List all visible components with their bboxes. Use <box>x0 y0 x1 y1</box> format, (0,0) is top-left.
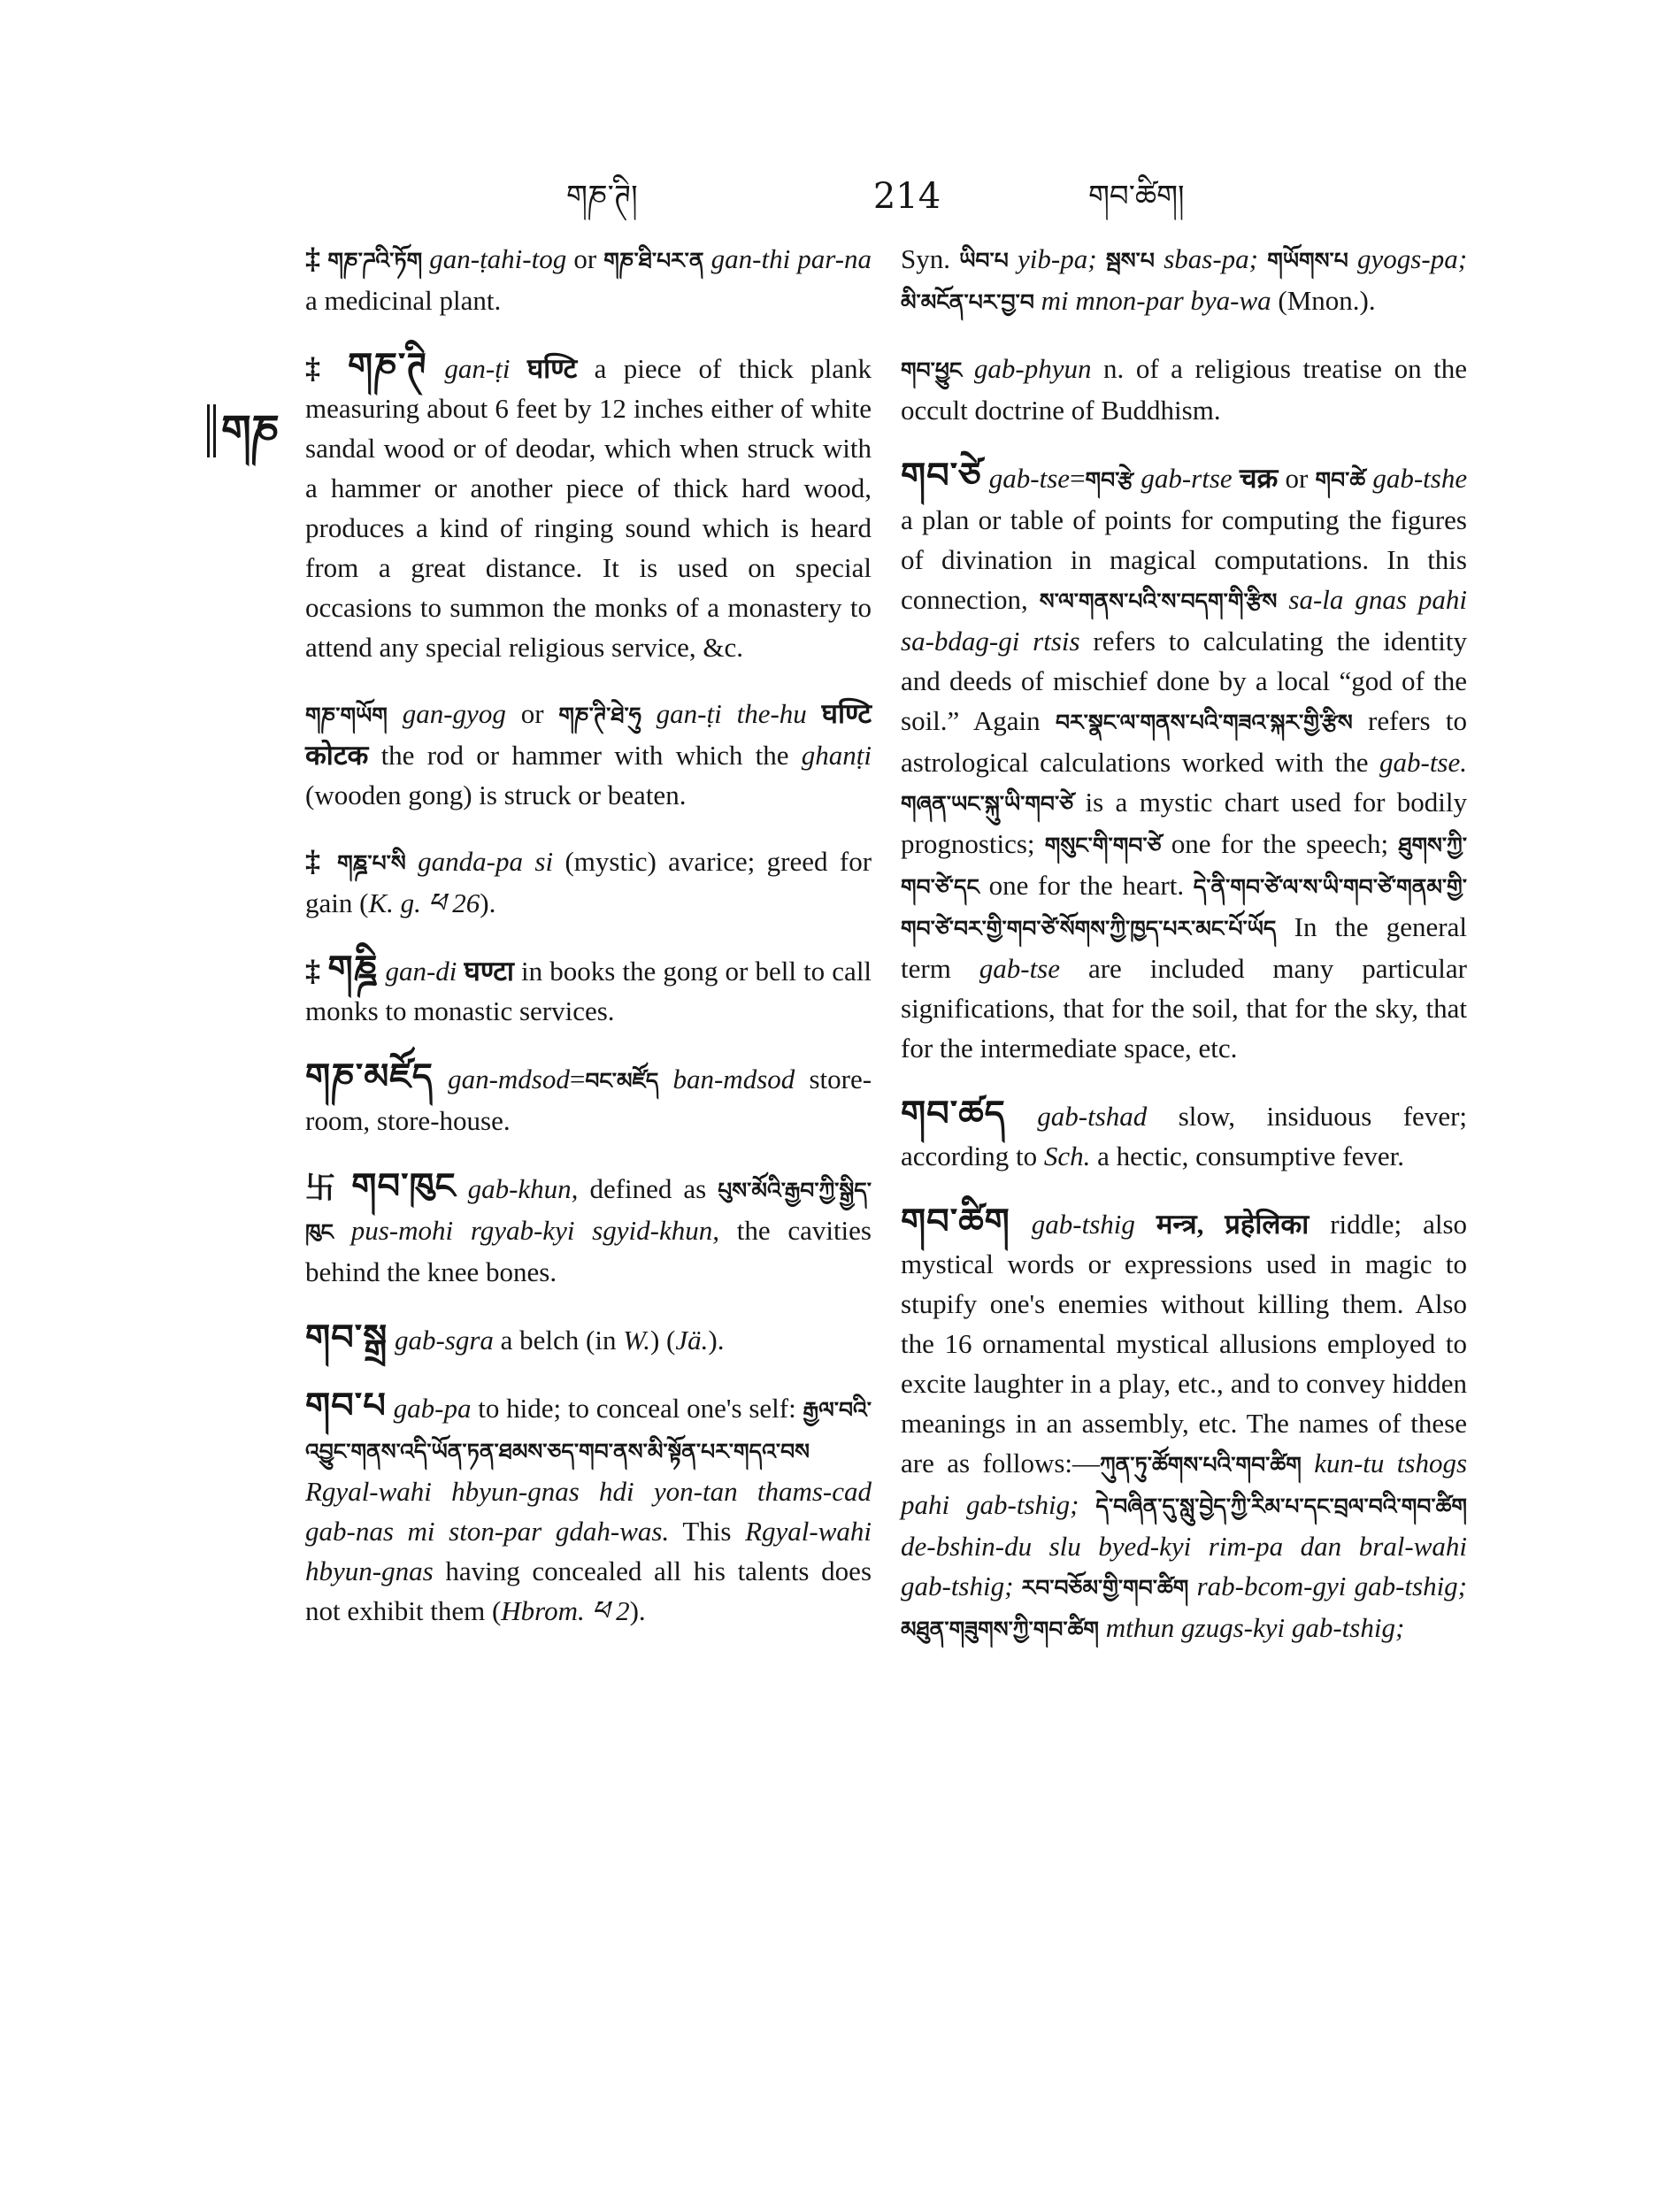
headword: གབ་ཚད <box>901 1094 1006 1134</box>
running-head-right: གབ་ཚིག། <box>1088 179 1185 214</box>
entry-gab-khun: 卐 གབ་ཁུང gab-khun, defined as པུས་མོའི་རྒྱབ་ཀྱི་སྒྱིད་ཁུང pus-mohi rgyab-kyi sgyid-khun, the cavities behind the knee bones. <box>305 1166 872 1287</box>
entry-gan-di: ‡ གཎྜི gan-di घण्टा in books the gong or bell to call monks to monastic services. <box>305 949 872 1026</box>
entry-gab-tshad: གབ་ཚད gab-tshad slow, insiduous fever; according to Sch. a hectic, consumptive fever. <box>901 1094 1468 1171</box>
entry-gan-ti: ‡ གཎ་ཊི gan-ṭi घण्टि a piece of thick plank measuring about 6 feet by 12 inches either of white sandal wood or of deodar, which when struck with a hammer or another piece of thick hard wood, produces a kind of ringing sound which is heard from a great distance. It is used on special occasions to summon the monks of a monastery to attend any special religious service, &c. <box>305 346 872 663</box>
headword: གབ་ཚིག <box>901 1202 1010 1242</box>
left-column <box>305 239 872 1657</box>
page-number: 214 <box>872 176 941 217</box>
running-head-left: གཎ་ཊི། <box>566 179 638 214</box>
entry-gab-pa: གབ་པ gab-pa to hide; to conceal one's self: རྒྱལ་བའི་འབྱུང་གནས་འདི་ཡོན་ཏན་ཐམས་ཅད་གབ་ནས་མི་སྟོན་པར་གདའ་བས Rgyal-wahi hbyun-gnas hdi yon-tan thams-cad gab-nas mi ston-par gdah-was. This Rgyal-wahi hbyun-gnas having concealed all his talents does not exhibit them (Hbrom. ཕ 2). <box>305 1386 872 1626</box>
entry-gan-tahi-tog: ‡ གཎ་ཌའི་ཏོག gan-ṭahi-tog or གཎ་ཐི་པར་ན gan-thi par-na a medicinal plant. <box>305 242 872 316</box>
entry-gab-tse: གབ་ཙེ gab-tse=གབ་རྩེ gab-rtse चक्र or གབ་ཚེ gab-tshe a plan or table of points for computing the figures of divination in magical computations. In this connection, ས་ལ་གནས་པའི་ས་བདག་གི་རྩིས sa-la gnas pahi sa-bdag-gi rtsis refers to calculating the identity and deeds of mischief done by a local “god of the soil.” Again བར་སྣང་ལ་གནས་པའི་གཟའ་སྐར་གྱི་རྩིས refers to astrological calculations worked with the gab-tse. གཞན་ཡང་སྐུ་ཡི་གབ་ཙེ is a mystic chart used for bodily prognostics; གསུང་གི་གབ་ཙེ one for the speech; ཐུགས་ཀྱི་གབ་ཙེ་དང one for the heart. དེ་ནི་གབ་ཙེ་ལ་ས་ཡི་གབ་ཙེ་གནམ་གྱི་གབ་ཙེ་བར་གྱི་གབ་ཙེ་སོགས་ཀྱི་ཁྱད་པར་མང་པོ་ཡོད In the general term gab-tse are included many particular significations, that for the soil, that for the sky, that for the intermediate space, etc. <box>901 456 1468 1064</box>
entry-syn: Syn. ཡིབ་པ yib-pa; སྦས་པ sbas-pa; གཡོགས་པ gyogs-pa; མི་མངོན་པར་བྱ་བ mi mnon-par bya-wa (Mnon.). <box>901 243 1468 316</box>
headword: གབ་སྒྲ <box>305 1317 388 1358</box>
entry-gab-phyun: གབ་ཕྱུང gab-phyun n. of a religious treatise on the occult doctrine of Buddhism. <box>901 353 1467 426</box>
entry-ganda-pa-si: ‡ གཎྜ་པ་སི ganda-pa si (mystic) avarice; greed for gain (K. g. ཕ 26). <box>305 845 872 918</box>
margin-letter-mark: གཎ <box>207 404 278 457</box>
headword: གཎྜི <box>327 949 379 989</box>
entry-gab-sgra: གབ་སྒྲ gab-sgra a belch (in W.) (Jä.). <box>305 1317 725 1358</box>
headword: གབ་ཁུང <box>351 1166 457 1207</box>
entry-gan-mdsod: གཎ་མཛོད gan-mdsod=བང་མཛོད ban-mdsod store-room, store-house. <box>305 1056 872 1136</box>
headword: གཎ་མཛོད <box>305 1056 434 1097</box>
headword: གབ་ཙེ <box>901 456 982 496</box>
headword: གབ་པ <box>305 1386 387 1426</box>
entry-gab-tshig: གབ་ཚིག gab-tshig मन्त्र, प्रहेलिका riddle; also mystical words or expressions used in magic to stupify one's enemies without killing them. Also the 16 ornamental mystical allusions employed to excite laughter in a play, etc., and to convey hidden meanings in an assembly, etc. The names of these are as follows:—ཀུན་ཏུ་ཚོགས་པའི་གབ་ཚིག kun-tu tshogs pahi gab-tshig; དེ་བཞིན་དུ་སླུ་བྱེད་ཀྱི་རིམ་པ་དང་བྲལ་བའི་གབ་ཚིག de-bshin-du slu byed-kyi rim-pa dan bral-wahi gab-tshig; རབ་བཅོམ་གྱི་གབ་ཚིག rab-bcom-gyi gab-tshig; མཐུན་གཟུགས་ཀྱི་གབ་ཚིག mthun gzugs-kyi gab-tshig; <box>901 1202 1468 1643</box>
right-column <box>901 239 1467 1676</box>
entry-gan-gyog: གཎ་གཡོག gan-gyog or གཎ་ཊི་ཐེ་ཧུ gan-ṭi the-hu घण्टि कोटक the rod or hammer with which the ghanṭi (wooden gong) is struck or beaten. <box>305 698 872 810</box>
headword: གཎ་ཊི <box>348 346 427 387</box>
